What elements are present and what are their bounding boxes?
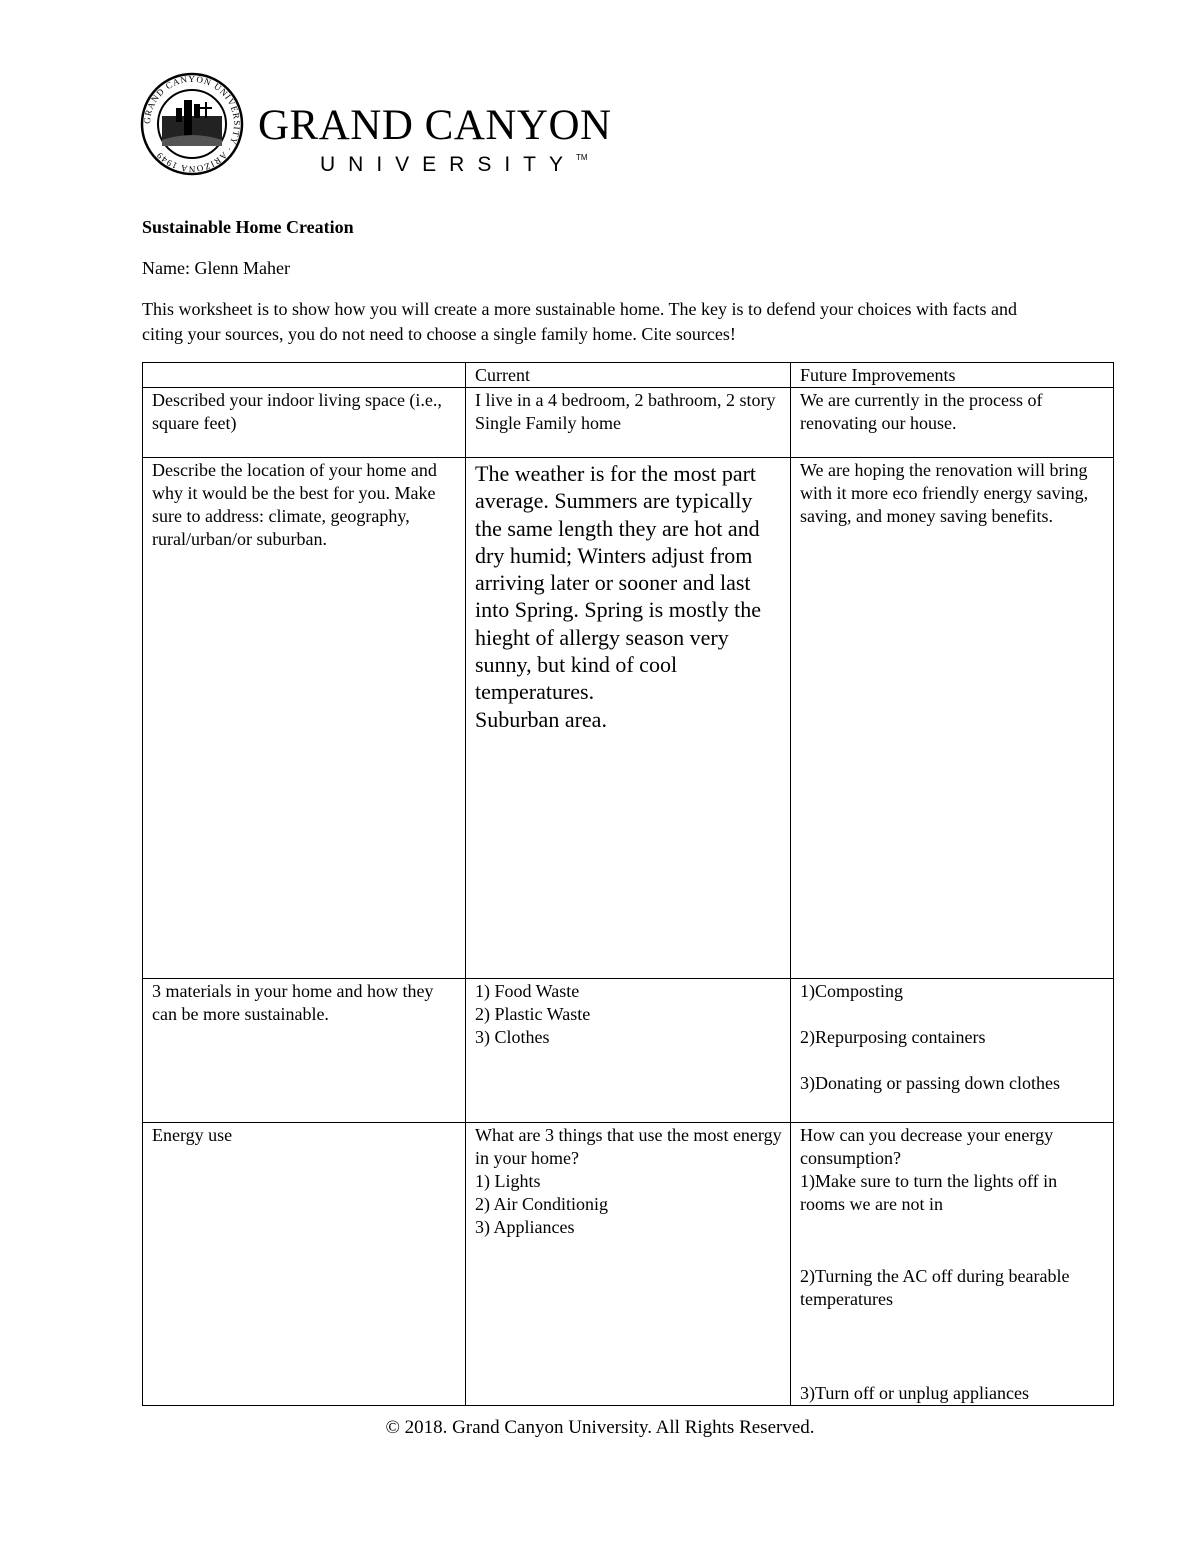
current-cell — [466, 979, 791, 1123]
table-row-energy-use — [143, 1123, 1114, 1406]
current-cell — [466, 1123, 791, 1406]
logo-subtitle — [320, 154, 588, 175]
worksheet-instructions: This worksheet is to show how you will create a more sustainable home. The key is to defend your choices with facts and citing your sources, you do not need to choose a single family home. Cite sources! — [142, 299, 1017, 344]
logo-subtitle-text: UNIVERSITY — [320, 153, 577, 176]
list-item: 3)Donating or passing down clothes — [800, 1073, 1060, 1093]
list-item: 3)Turn off or unplug appliances — [800, 1383, 1029, 1403]
table-row-materials — [143, 979, 1114, 1123]
worksheet-title: Sustainable Home Creation — [142, 217, 354, 237]
copyright-footer: © 2018. Grand Canyon University. All Rights Reserved. — [385, 1417, 815, 1438]
worksheet-table — [142, 362, 1114, 1406]
university-seal-icon — [140, 72, 244, 176]
university-logo — [140, 72, 620, 176]
list-item: 2) Plastic Waste — [475, 1004, 591, 1024]
energy-question: How can you decrease your energy consumption? — [800, 1125, 1054, 1168]
current-cell — [466, 458, 791, 979]
table-row-location — [143, 458, 1114, 979]
list-item: 2)Repurposing containers — [800, 1027, 986, 1047]
row-label: Energy use — [143, 1123, 466, 1406]
row-label: Describe the location of your home and why it would be the best for you. Make sure to address: climate, geography, rural/urban/or suburban. — [143, 458, 466, 979]
row-label: 3 materials in your home and how they can be more sustainable. — [143, 979, 466, 1123]
header-current: Current — [466, 363, 791, 388]
list-item: 2) Air Conditionig — [475, 1194, 609, 1214]
list-item: 2)Turning the AC off during bearable temperatures — [800, 1266, 1070, 1309]
area-type: Suburban area. — [475, 706, 607, 732]
list-item: 3) Appliances — [475, 1217, 575, 1237]
seal-text: GRAND CANYON UNIVERSITY · ARIZONA 1949 — [141, 73, 243, 175]
future-cell: We are currently in the process of renovating our house. — [791, 388, 1114, 458]
row-label: Described your indoor living space (i.e., square feet) — [143, 388, 466, 458]
header-future-improvements: Future Improvements — [791, 363, 1114, 388]
logo-wordmark: GRAND CANYON — [258, 102, 612, 149]
list-item: 1) Food Waste — [475, 981, 580, 1001]
current-cell: I live in a 4 bedroom, 2 bathroom, 2 story Single Family home — [466, 388, 791, 458]
list-item: 1)Composting — [800, 981, 904, 1001]
future-cell: We are hoping the renovation will bring with it more eco friendly energy saving, saving, and money saving benefits. — [791, 458, 1114, 979]
table-header-row — [143, 363, 1114, 388]
header-blank — [143, 363, 466, 388]
weather-description: The weather is for the most part average. Summers are typically the same length they are hot and dry humid; Winters adjust from arriving later or sooner and last into Spring. Spring is mostly the hieght of allergy season very sunny, but kind of cool temperatures. — [475, 461, 762, 705]
student-name: Name: Glenn Maher — [142, 258, 290, 278]
future-cell — [791, 1123, 1114, 1406]
table-row-living-space — [143, 388, 1114, 458]
list-item: 1)Make sure to turn the lights off in rooms we are not in — [800, 1171, 1058, 1214]
list-item: 3) Clothes — [475, 1027, 550, 1047]
list-item: 1) Lights — [475, 1171, 541, 1191]
energy-question: What are 3 things that use the most energy in your home? — [475, 1125, 782, 1168]
trademark-mark: TM — [576, 153, 588, 162]
future-cell — [791, 979, 1114, 1123]
